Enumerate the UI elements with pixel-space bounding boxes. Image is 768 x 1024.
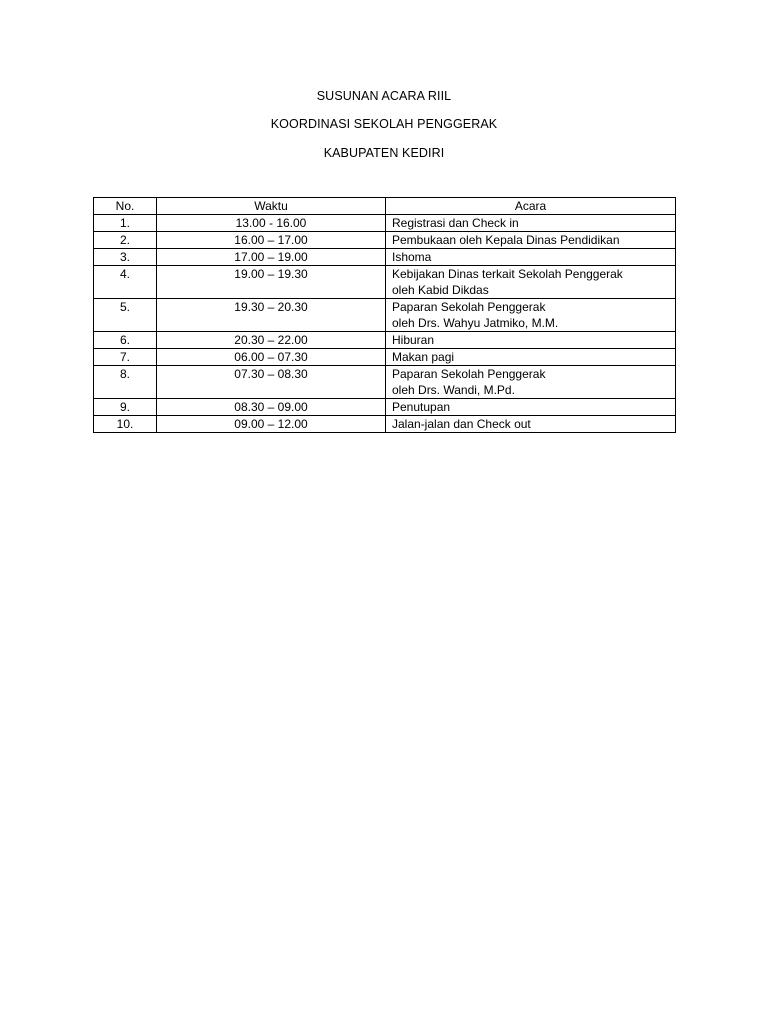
cell-waktu: 08.30 – 09.00 <box>157 399 386 416</box>
table-header-row <box>94 198 676 215</box>
cell-waktu: 06.00 – 07.30 <box>157 349 386 366</box>
cell-no: 2. <box>94 232 157 249</box>
table-row <box>94 416 676 433</box>
cell-waktu: 17.00 – 19.00 <box>157 249 386 266</box>
cell-acara <box>386 232 676 249</box>
cell-acara <box>386 215 676 232</box>
cell-waktu: 07.30 – 08.30 <box>157 366 386 399</box>
cell-acara <box>386 266 676 299</box>
schedule-table <box>93 197 676 433</box>
acara-line: Penutupan <box>392 400 451 414</box>
cell-waktu: 13.00 - 16.00 <box>157 215 386 232</box>
table-row <box>94 399 676 416</box>
acara-line: Registrasi dan Check in <box>392 216 519 230</box>
table-row <box>94 349 676 366</box>
cell-no: 5. <box>94 299 157 332</box>
acara-line: Kebijakan Dinas terkait Sekolah Penggerak <box>392 267 623 281</box>
column-header-acara: Acara <box>386 198 676 215</box>
acara-line: Ishoma <box>392 250 432 264</box>
cell-no: 1. <box>94 215 157 232</box>
acara-line: oleh Kabid Dikdas <box>392 283 489 297</box>
cell-no: 4. <box>94 266 157 299</box>
cell-acara <box>386 366 676 399</box>
table-row <box>94 299 676 332</box>
acara-line: Hiburan <box>392 333 435 347</box>
table-row <box>94 249 676 266</box>
table-row <box>94 215 676 232</box>
acara-line: Makan pagi <box>392 350 455 364</box>
cell-acara <box>386 249 676 266</box>
cell-acara <box>386 399 676 416</box>
schedule-body <box>94 215 676 433</box>
cell-waktu: 20.30 – 22.00 <box>157 332 386 349</box>
column-header-waktu: Waktu <box>157 198 386 215</box>
acara-line: Jalan-jalan dan Check out <box>392 417 531 431</box>
cell-acara <box>386 416 676 433</box>
acara-line: oleh Drs. Wahyu Jatmiko, M.M. <box>392 316 559 330</box>
table-row <box>94 332 676 349</box>
acara-line: Paparan Sekolah Penggerak <box>392 367 546 381</box>
cell-acara <box>386 349 676 366</box>
table-row <box>94 232 676 249</box>
cell-acara <box>386 299 676 332</box>
cell-no: 3. <box>94 249 157 266</box>
cell-no: 6. <box>94 332 157 349</box>
acara-line: oleh Drs. Wandi, M.Pd. <box>392 383 515 397</box>
cell-waktu: 19.00 – 19.30 <box>157 266 386 299</box>
cell-no: 8. <box>94 366 157 399</box>
cell-waktu: 16.00 – 17.00 <box>157 232 386 249</box>
document-title: SUSUNAN ACARA RIIL <box>316 89 452 103</box>
cell-no: 10. <box>94 416 157 433</box>
acara-line: Pembukaan oleh Kepala Dinas Pendidikan <box>392 233 620 247</box>
cell-waktu: 19.30 – 20.30 <box>157 299 386 332</box>
cell-no: 9. <box>94 399 157 416</box>
column-header-no: No. <box>94 198 157 215</box>
cell-no: 7. <box>94 349 157 366</box>
document-location: KABUPATEN KEDIRI <box>323 146 445 160</box>
table-row <box>94 266 676 299</box>
cell-waktu: 09.00 – 12.00 <box>157 416 386 433</box>
table-row <box>94 366 676 399</box>
cell-acara <box>386 332 676 349</box>
acara-line: Paparan Sekolah Penggerak <box>392 300 546 314</box>
document-subtitle: KOORDINASI SEKOLAH PENGGERAK <box>270 117 498 131</box>
